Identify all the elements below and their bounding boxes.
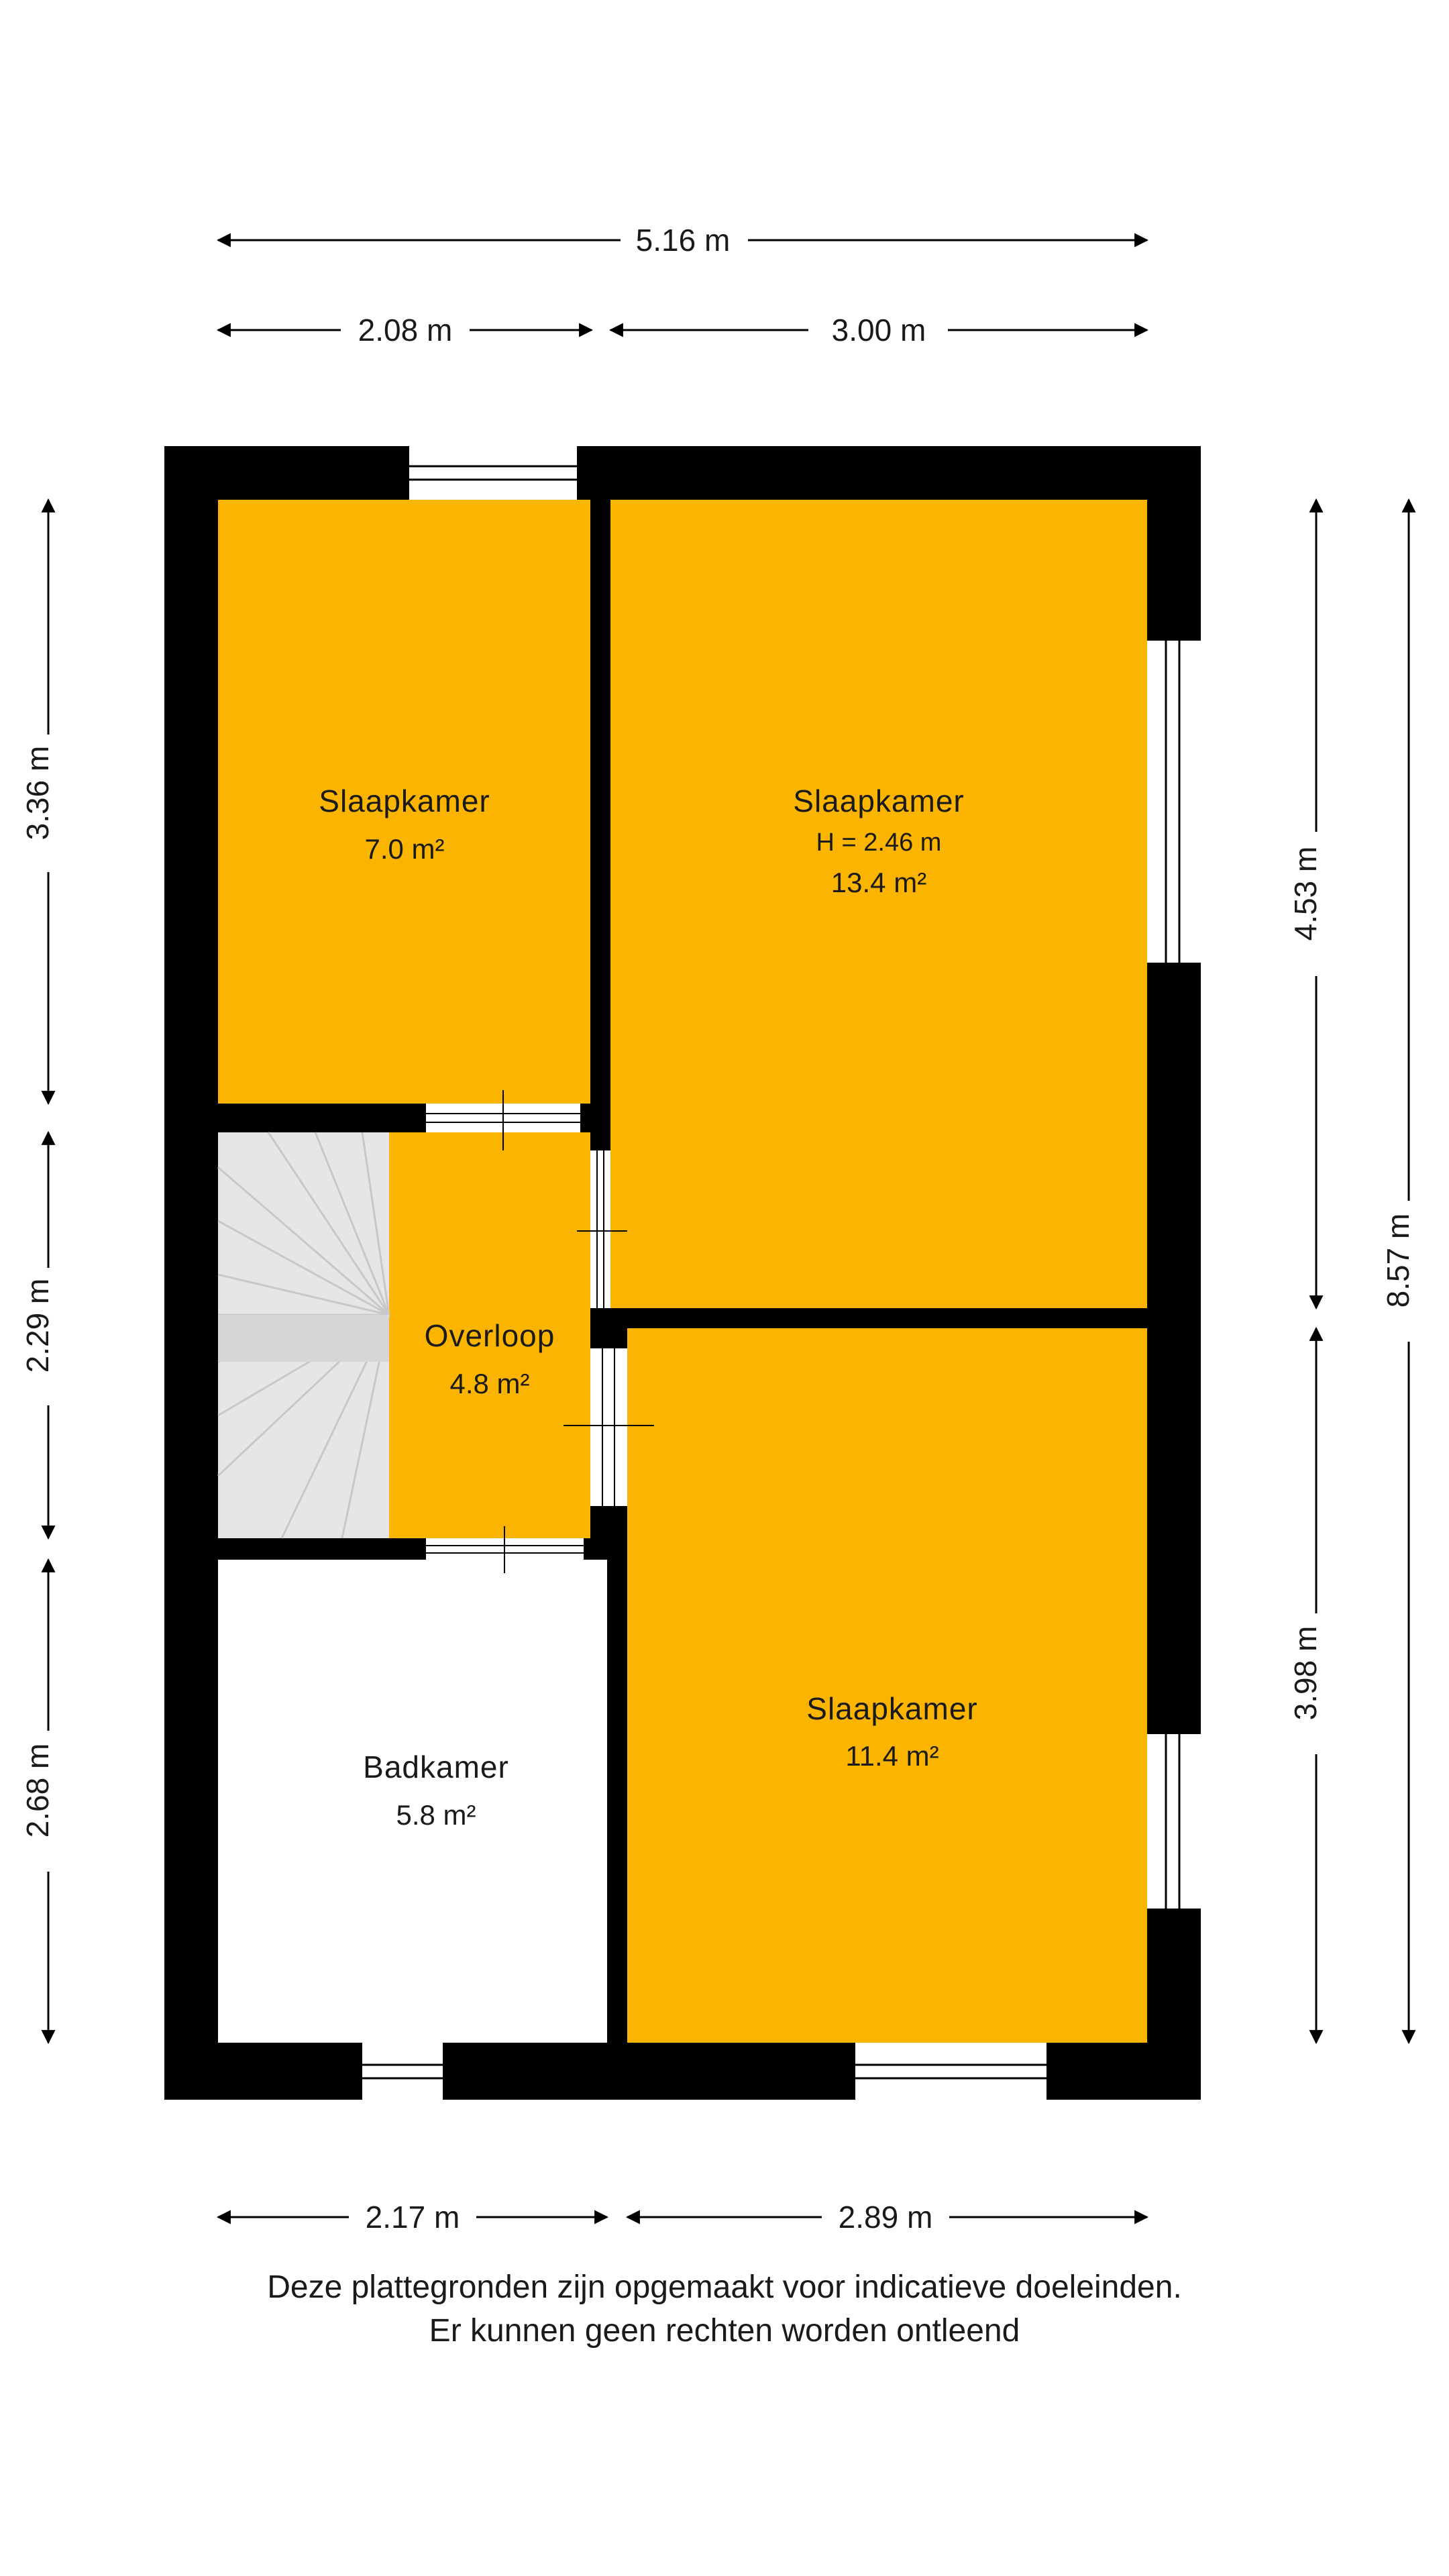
dim-right-total [1381, 500, 1415, 2043]
landing-area: 4.8 m² [449, 1368, 530, 1399]
dim-bottom-left [218, 2200, 607, 2235]
dim-left-bottom [20, 1560, 55, 2043]
dim-bottom-right-label: 2.89 m [838, 2200, 933, 2235]
dim-top-total [218, 223, 1147, 258]
dim-left-mid [20, 1132, 55, 1538]
dim-right-total-label: 8.57 m [1381, 1213, 1415, 1308]
dim-top-total-label: 5.16 m [635, 223, 731, 258]
window-right-upper [1147, 641, 1201, 963]
bathroom-name: Badkamer [363, 1750, 509, 1784]
dim-right-bottom-label: 3.98 m [1288, 1625, 1323, 1721]
bedroom-small-area: 7.0 m² [364, 833, 445, 865]
dim-right-top [1288, 500, 1323, 1308]
staircase [218, 1132, 389, 1538]
dim-top-right [610, 313, 1147, 347]
bedroom-bottom-area: 11.4 m² [845, 1740, 939, 1772]
bedroom-small-name: Slaapkamer [319, 784, 490, 818]
bathroom-area: 5.8 m² [396, 1799, 476, 1831]
bedroom-large-height: H = 2.46 m [816, 828, 942, 857]
dim-left-top [20, 500, 55, 1104]
landing-name: Overloop [424, 1318, 555, 1353]
dim-top-left [218, 313, 592, 347]
disclaimer-line-1: Deze plattegronden zijn opgemaakt voor indicatieve doeleinden. [267, 2269, 1182, 2305]
dim-top-right-label: 3.00 m [831, 313, 926, 347]
dim-left-top-label: 3.36 m [20, 745, 55, 841]
room-bedroom-large [610, 500, 1147, 1308]
window-bottom-right [855, 2043, 1046, 2100]
bedroom-large-name: Slaapkamer [793, 784, 965, 818]
dim-bottom-left-label: 2.17 m [365, 2200, 460, 2235]
bedroom-bottom-name: Slaapkamer [806, 1691, 978, 1726]
dim-left-mid-label: 2.29 m [20, 1278, 55, 1373]
dim-right-bottom [1288, 1328, 1323, 2043]
dim-left-bottom-label: 2.68 m [20, 1743, 55, 1838]
room-bedroom-bottom [627, 1328, 1147, 2043]
window-top [409, 446, 577, 500]
dim-right-top-label: 4.53 m [1288, 846, 1323, 941]
window-bottom-left [362, 2043, 443, 2100]
disclaimer-line-2: Er kunnen geen rechten worden ontleend [429, 2313, 1020, 2349]
bedroom-large-area: 13.4 m² [830, 867, 927, 898]
dim-top-left-label: 2.08 m [358, 313, 453, 347]
window-right-lower [1147, 1734, 1201, 1909]
dim-bottom-right [627, 2200, 1147, 2235]
